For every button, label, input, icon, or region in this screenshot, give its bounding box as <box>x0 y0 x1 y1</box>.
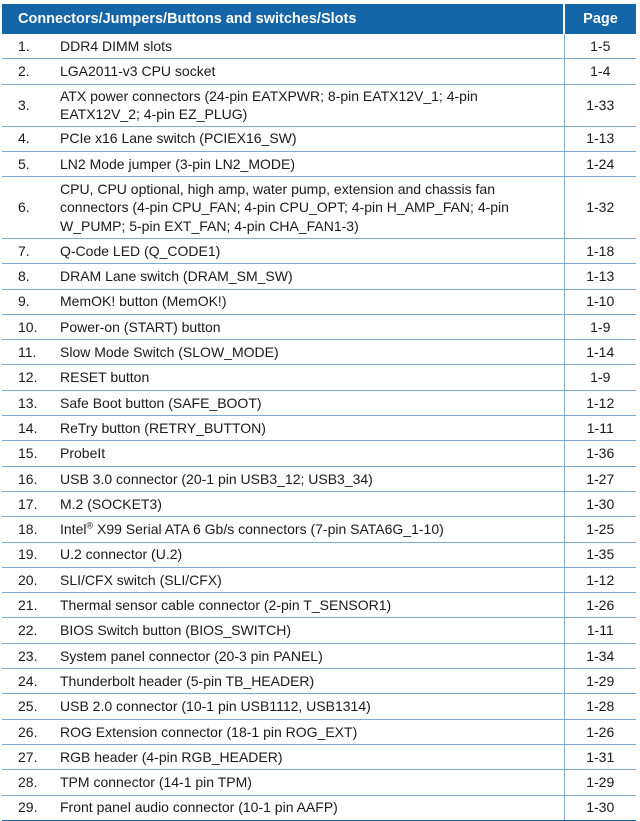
table-row <box>2 795 636 820</box>
item-page: 1-13 <box>564 126 636 151</box>
item-page: 1-10 <box>564 289 636 314</box>
table-header-row <box>2 4 636 34</box>
table-row <box>2 669 636 694</box>
item-description: ROG Extension connector (18-1 pin ROG_EXT) <box>54 719 564 744</box>
table-row <box>2 289 636 314</box>
item-description: ReTry button (RETRY_BUTTON) <box>54 416 564 441</box>
item-description: BIOS Switch button (BIOS_SWITCH) <box>54 618 564 643</box>
description-prefix: Intel <box>60 521 87 538</box>
item-description: DRAM Lane switch (DRAM_SM_SW) <box>54 264 564 289</box>
connectors-table <box>2 4 636 821</box>
item-description: CPU, CPU optional, high amp, water pump, extension and chassis fan connectors (4-pin CPU_FAN; 4-pin CPU_OPT; 4-pin H_AMP_FAN; 4-pin W_PUMP; 5-pin EXT_FAN; 4-pin CHA_FAN1-3) <box>54 177 564 239</box>
item-description: TPM connector (14-1 pin TPM) <box>54 770 564 795</box>
table-row <box>2 643 636 668</box>
item-number: 9. <box>2 289 54 314</box>
table-row <box>2 567 636 592</box>
item-page: 1-35 <box>564 542 636 567</box>
item-number: 24. <box>2 669 54 694</box>
item-number: 23. <box>2 643 54 668</box>
item-number: 16. <box>2 466 54 491</box>
item-page: 1-29 <box>564 770 636 795</box>
item-number: 22. <box>2 618 54 643</box>
item-description: ProbeIt <box>54 441 564 466</box>
item-page: 1-12 <box>564 390 636 415</box>
item-page: 1-9 <box>564 365 636 390</box>
item-page: 1-11 <box>564 618 636 643</box>
table-body <box>2 34 636 820</box>
item-page: 1-33 <box>564 84 636 126</box>
item-page: 1-30 <box>564 491 636 516</box>
item-page: 1-30 <box>564 795 636 820</box>
table-row <box>2 618 636 643</box>
item-number: 1. <box>2 34 54 59</box>
item-description: SLI/CFX switch (SLI/CFX) <box>54 567 564 592</box>
item-description: RGB header (4-pin RGB_HEADER) <box>54 744 564 769</box>
item-description: PCIe x16 Lane switch (PCIEX16_SW) <box>54 126 564 151</box>
item-number: 11. <box>2 340 54 365</box>
table-row <box>2 365 636 390</box>
item-page: 1-5 <box>564 34 636 59</box>
item-number: 21. <box>2 593 54 618</box>
item-page: 1-34 <box>564 643 636 668</box>
item-number: 2. <box>2 59 54 84</box>
table-row <box>2 59 636 84</box>
item-number: 12. <box>2 365 54 390</box>
item-page: 1-11 <box>564 416 636 441</box>
item-number: 17. <box>2 491 54 516</box>
item-number: 4. <box>2 126 54 151</box>
table-row <box>2 416 636 441</box>
item-description: MemOK! button (MemOK!) <box>54 289 564 314</box>
item-page: 1-14 <box>564 340 636 365</box>
item-number: 18. <box>2 517 54 542</box>
item-number: 15. <box>2 441 54 466</box>
item-description: USB 3.0 connector (20-1 pin USB3_12; USB3_34) <box>54 466 564 491</box>
item-page: 1-24 <box>564 151 636 176</box>
table-row <box>2 390 636 415</box>
description-text: X99 Serial ATA 6 Gb/s connectors (7-pin SATA6G_1-10) <box>93 521 444 538</box>
item-description: System panel connector (20-3 pin PANEL) <box>54 643 564 668</box>
item-number: 19. <box>2 542 54 567</box>
item-description: U.2 connector (U.2) <box>54 542 564 567</box>
item-page: 1-12 <box>564 567 636 592</box>
table-row <box>2 491 636 516</box>
item-number: 26. <box>2 719 54 744</box>
item-description: Slow Mode Switch (SLOW_MODE) <box>54 340 564 365</box>
item-number: 29. <box>2 795 54 820</box>
item-description: Q-Code LED (Q_CODE1) <box>54 238 564 263</box>
table-row <box>2 264 636 289</box>
item-page: 1-28 <box>564 694 636 719</box>
page-column-header: Page <box>564 4 636 34</box>
item-page: 1-13 <box>564 264 636 289</box>
item-page: 1-27 <box>564 466 636 491</box>
item-description: Safe Boot button (SAFE_BOOT) <box>54 390 564 415</box>
table-row <box>2 593 636 618</box>
item-number: 7. <box>2 238 54 263</box>
item-number: 8. <box>2 264 54 289</box>
item-page: 1-36 <box>564 441 636 466</box>
table-row <box>2 694 636 719</box>
table-row <box>2 238 636 263</box>
item-number: 3. <box>2 84 54 126</box>
item-page: 1-31 <box>564 744 636 769</box>
table-row <box>2 177 636 239</box>
item-number: 28. <box>2 770 54 795</box>
item-description: LGA2011-v3 CPU socket <box>54 59 564 84</box>
item-page: 1-25 <box>564 517 636 542</box>
table-row <box>2 542 636 567</box>
item-page: 1-9 <box>564 314 636 339</box>
item-page: 1-18 <box>564 238 636 263</box>
table-row <box>2 441 636 466</box>
table-row <box>2 719 636 744</box>
table-row <box>2 151 636 176</box>
item-description: Front panel audio connector (10-1 pin AAFP) <box>54 795 564 820</box>
item-page: 1-26 <box>564 593 636 618</box>
table-title-header: Connectors/Jumpers/Buttons and switches/Slots <box>2 4 564 34</box>
item-number: 20. <box>2 567 54 592</box>
table-row <box>2 340 636 365</box>
item-page: 1-29 <box>564 669 636 694</box>
item-description: LN2 Mode jumper (3-pin LN2_MODE) <box>54 151 564 176</box>
item-number: 14. <box>2 416 54 441</box>
item-description: DDR4 DIMM slots <box>54 34 564 59</box>
item-number: 13. <box>2 390 54 415</box>
table-row <box>2 517 636 542</box>
item-page: 1-32 <box>564 177 636 239</box>
item-page: 1-26 <box>564 719 636 744</box>
registered-mark: ® <box>86 520 94 531</box>
item-description: Thermal sensor cable connector (2-pin T_SENSOR1) <box>54 593 564 618</box>
item-description: Thunderbolt header (5-pin TB_HEADER) <box>54 669 564 694</box>
item-number: 10. <box>2 314 54 339</box>
table-row <box>2 126 636 151</box>
item-description: USB 2.0 connector (10-1 pin USB1112, USB1314) <box>54 694 564 719</box>
item-page: 1-4 <box>564 59 636 84</box>
item-number: 5. <box>2 151 54 176</box>
item-description: RESET button <box>54 365 564 390</box>
item-number: 25. <box>2 694 54 719</box>
item-description: Power-on (START) button <box>54 314 564 339</box>
table-row <box>2 34 636 59</box>
item-number: 27. <box>2 744 54 769</box>
table-row <box>2 84 636 126</box>
item-description: M.2 (SOCKET3) <box>54 491 564 516</box>
table-row <box>2 770 636 795</box>
item-description: ATX power connectors (24-pin EATXPWR; 8-pin EATX12V_1; 4-pin EATX12V_2; 4-pin EZ_PLUG) <box>54 84 564 126</box>
item-description <box>54 517 564 542</box>
item-number: 6. <box>2 177 54 239</box>
table-row <box>2 744 636 769</box>
table-row <box>2 466 636 491</box>
table-row <box>2 314 636 339</box>
